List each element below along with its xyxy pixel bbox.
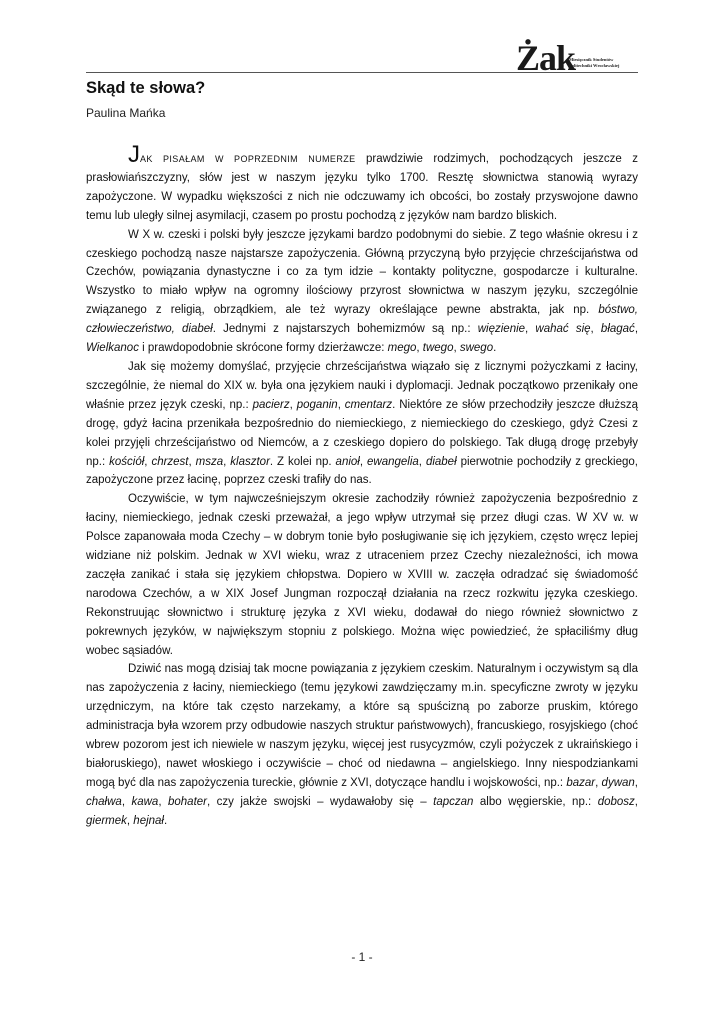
text-run: , <box>158 795 168 808</box>
text-run: , <box>595 776 602 789</box>
italic-term: Wielkanoc <box>86 342 139 355</box>
article-author: Paulina Mańka <box>86 106 166 120</box>
page-number: - 1 - <box>351 950 373 964</box>
text-run: . <box>493 342 497 355</box>
italic-term: msza <box>195 455 224 468</box>
italic-term: swego <box>459 342 494 355</box>
drop-cap: J <box>128 141 140 168</box>
italic-term: mego <box>387 342 417 355</box>
italic-term: ewangelia <box>367 455 419 468</box>
italic-term: chrzest <box>151 455 189 468</box>
italic-term: hejnał <box>133 814 164 827</box>
text-run: . Jednymi z najstarszych bohemizmów są np.: <box>212 323 478 336</box>
italic-term: wahać się <box>535 323 591 336</box>
italic-term: pacierz <box>252 398 290 411</box>
text-run: , <box>634 323 639 336</box>
logo-subtitle <box>569 57 619 69</box>
text-run: , czy jakże swojski – wydawałoby się – <box>207 795 434 808</box>
text-run: . Niektóre ze słów przechodziły jeszcze dłuższą drogę, gdyż łacina przenikała bezpośrednio do niemieckiego, z niemieckiego do czeskiego, gdyż Czesi z kolei przyjęli chrześcijaństwo od Niemców, a z czeskiego dopiero do polskiego. Tak długą drogę przebyły np.: <box>86 398 638 468</box>
text-run: W X w. czeski i polski były jeszcze językami bardzo podobnymi do siebie. Z tego właśnie okresu i z czeskiego pochodzą nasze najstarsze zapożyczenia. Główną przyczyną było przyjęcie chrześcijaństwa od Czechów, powiązania dynastyczne i co za tym idzie – kontakty polityczne, gospodarcze i kulturalne. Wszystko to miało wpływ na ogromny ilościowy przyrost słownictwa w naszym języku, szczególnie związanego z religią, obrządkiem, ale też wyrazy określające pewne abstrakta, jak np. <box>86 228 638 317</box>
paragraph-5 <box>86 660 638 830</box>
italic-term: tapczan <box>433 795 474 808</box>
italic-term: bazar <box>566 776 596 789</box>
italic-term: poganin <box>296 398 338 411</box>
italic-term: diabeł <box>425 455 457 468</box>
header-divider <box>86 72 638 73</box>
italic-term: dobosz <box>597 795 635 808</box>
text-run: . Z kolei np. <box>269 455 336 468</box>
lead-smallcaps: AK PISAŁAM W POPRZEDNIM NUMERZE <box>140 154 356 164</box>
text-run: , <box>223 455 231 468</box>
text-run: , <box>634 776 638 789</box>
text-run: pierwotnie pochodziły z greckiego, zapożyczone przez łacinę, poprzez czeski trafiły do nas. <box>86 455 638 487</box>
magazine-logo <box>508 40 636 80</box>
paragraph-4 <box>86 490 638 660</box>
text-run: , <box>144 455 152 468</box>
italic-term: kawa <box>131 795 159 808</box>
text-run: , <box>590 323 601 336</box>
text-run: Dziwić nas mogą dzisiaj tak mocne powiązania z językiem czeskim. Naturalnym i oczywistym są dla nas zapożyczenia z łaciny, niemieckiego (temu językowi zawdzięczamy m.in. specyficzne zwroty w języku urzędniczym, na które tak często narzekamy, a które są spuścizną po zaborze pruskim, którego administracja była wzorem przy odbudowie naszych struktur państwowych), francuskiego, rosyjskiego (choć wbrew pozorom jest ich niewiele w naszym języku, więcej jest rusycyzmów, czyli pożyczek z ukraińskiego i białoruskiego), nawet włoskiego i oczywiście – choć od niedawna – angielskiego. Inny niespodziankami mogą być dla nas zapożyczenia tureckie, głównie z XVI, dotyczące handlu i wojskowości, np.: <box>86 663 638 789</box>
paragraph-1-text: prawdziwie rodzimych, pochodzących jeszcze z prasłowiańszczyzny, słów jest w naszym języku tylko 1700. Resztę słownictwa stanowią wyrazy zapożyczone. W wypadku większości z nich nie odczuwamy ich obcości, bo zostały przyswojone dawno temu lub uległy silnej asymilacji, czasem po prostu pochodzą z języków nam bardzo bliskich. <box>86 153 638 222</box>
text-run: . <box>164 814 168 827</box>
text-run: , <box>121 795 132 808</box>
text-run: , <box>126 814 134 827</box>
italic-term: kościół <box>109 455 145 468</box>
italic-term: bóstwo, człowieczeństwo, diabeł <box>86 304 638 336</box>
logo-subtitle-line1: Miesięcznik Studentów <box>569 57 614 62</box>
text-run: Jak się możemy domyślać, przyjęcie chrześcijaństwa wiązało się z licznymi pożyczkami z łaciny, szczególnie, że niemal do XIX w. była ona językiem nauki i dyplomacji. Jednak początkowo przenikały one właśnie przez język czeski, np.: <box>86 360 638 411</box>
italic-term: błagać <box>600 323 635 336</box>
italic-term: bohater <box>167 795 207 808</box>
italic-term: anioł <box>335 455 360 468</box>
italic-term: dywan <box>601 776 635 789</box>
article-title: Skąd te słowa? <box>86 79 206 97</box>
paragraph-1 <box>86 141 638 226</box>
text-run: i prawdopodobnie skrócone formy dzierżawcze: <box>138 342 388 355</box>
text-run: albo węgierskie, np.: <box>473 795 598 808</box>
text-run: , <box>453 342 460 355</box>
text-run: Oczywiście, w tym najwcześniejszym okresie zachodziły również zapożyczenia bezpośrednio z łaciny, niemieckiego, jednak czeski przeważał, a jego wpływ utrzymał się przez długi czas. W XV w. w Polsce zapanowała moda Czechy – w dobrym tonie było posługiwanie się ich językiem, często wręcz lepiej widziane niż polskim. Jednak w XVI wieku, wraz z utraceniem przez Czechy niezależności, ich mowa zaczęła zanikać i stała się językiem chłopstwa. Dopiero w XVIII w. zaczęła odradzać się świadomość narodowa Czechów, a w XIX Josef Jungman rozpoczął działania na rzecz rozkwitu języka czeskiego. Rekonstruując słownictwo i strukturę języka z XVI wieku, dodawał do niego również słownictwo z pokrewnych języków, w największym stopniu z polskiego. Można więc powiedzieć, że spłaciliśmy dług wobec sąsiadów. <box>86 493 638 657</box>
italic-term: klasztor <box>230 455 270 468</box>
italic-term: więzienie <box>477 323 526 336</box>
italic-term: giermek <box>86 814 127 827</box>
text-run: , <box>289 398 297 411</box>
text-run: , <box>634 795 638 808</box>
text-run: , <box>418 455 426 468</box>
paragraph-3 <box>86 358 638 490</box>
italic-term: chałwa <box>86 795 122 808</box>
paragraph-2 <box>86 226 638 358</box>
italic-term: twego <box>422 342 454 355</box>
italic-term: cmentarz <box>344 398 393 411</box>
text-run: , <box>416 342 423 355</box>
article-body <box>86 141 639 831</box>
text-run: , <box>525 323 536 336</box>
logo-subtitle-line2: Politechniki Wrocławskiej <box>569 63 620 68</box>
text-run: , <box>359 455 367 468</box>
logo-wordmark: Żak <box>516 38 576 78</box>
text-run: , <box>188 455 196 468</box>
text-run: , <box>337 398 345 411</box>
